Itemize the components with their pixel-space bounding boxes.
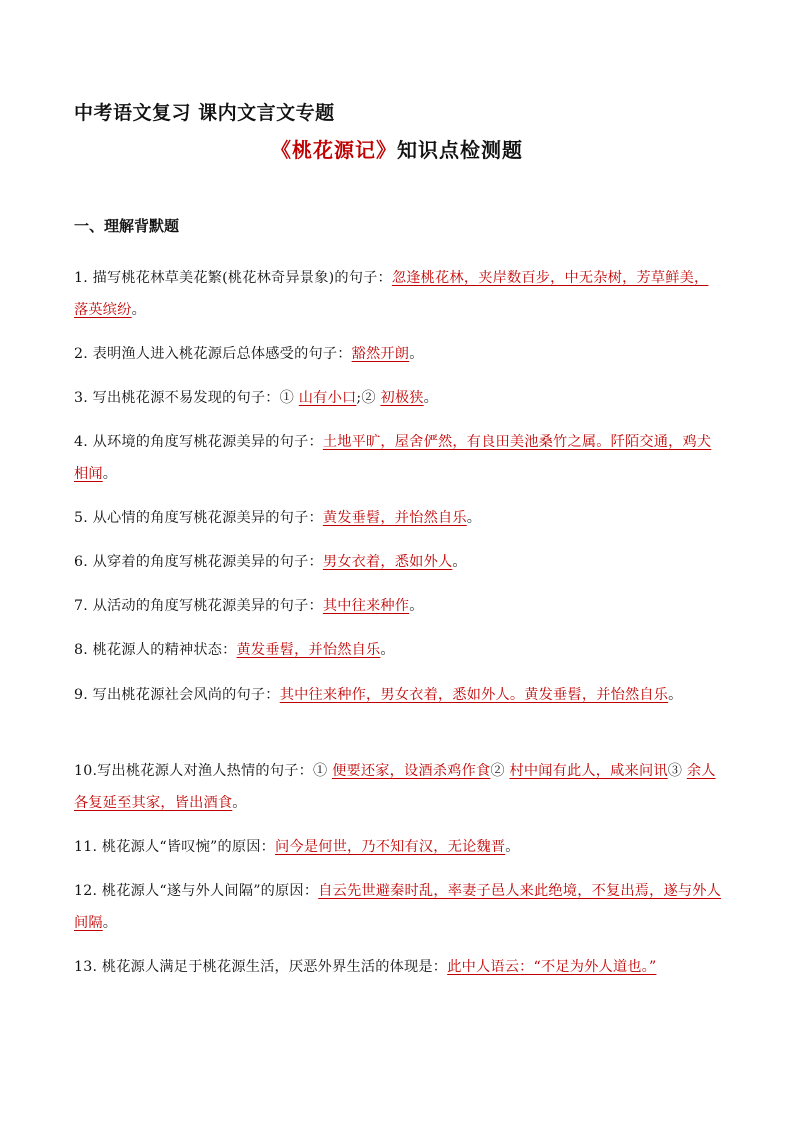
answer: 男女衣着，悉如外人 <box>322 554 453 570</box>
question-prompt: 6. 从穿着的角度写桃花源美异的句子： <box>74 554 323 570</box>
answer: 黄发垂髫，并怡然自乐 <box>322 510 467 526</box>
question-4: 4. 从环境的角度写桃花源美异的句子：土地平旷，屋舍俨然，有良田美池桑竹之属。阡陌交通，鸡犬相闻。 <box>74 434 712 482</box>
answer: 村中闻有此人，咸来问讯 <box>509 763 668 779</box>
document-title <box>0 134 794 163</box>
answer: 忽逢桃花林，夹岸数百步，中无杂树，芳草鲜美，落英缤纷 <box>74 270 709 318</box>
question-prompt: 1. 描写桃花林草美花繁(桃花林奇异景象)的句子： <box>74 270 392 286</box>
question-prompt: 4. 从环境的角度写桃花源美异的句子： <box>74 434 323 450</box>
answer: 山有小口 <box>298 390 357 406</box>
question-prompt: 13. 桃花源人满足于桃花源生活，厌恶外界生活的体现是： <box>74 959 448 975</box>
question-8: 8. 桃花源人的精神状态：黄发垂髫，并怡然自乐。 <box>74 642 395 658</box>
answer: 黄发垂髫，并怡然自乐 <box>236 642 381 658</box>
question-1: 1. 描写桃花林草美花繁(桃花林奇异景象)的句子：忽逢桃花林，夹岸数百步，中无杂树，芳草鲜美，落英缤纷。 <box>74 270 709 318</box>
answer: 其中往来种作，男女衣着，悉如外人。黄发垂髫，并怡然自乐 <box>279 687 669 703</box>
document-heading: 中考语文复习 课内文言文专题 <box>74 102 335 124</box>
answer: 问今是何世，乃不知有汉，无论魏晋 <box>275 839 506 855</box>
question-13 <box>74 951 722 983</box>
question-2: 2. 表明渔人进入桃花源后总体感受的句子：豁然开朗。 <box>74 346 424 362</box>
answer: 其中往来种作 <box>322 598 410 614</box>
question-5: 5. 从心情的角度写桃花源美异的句子：黄发垂髫，并怡然自乐。 <box>74 510 482 526</box>
question-6: 6. 从穿着的角度写桃花源美异的句子：男女衣着，悉如外人。 <box>74 554 467 570</box>
answer: 初极狭 <box>380 390 424 406</box>
question-prompt: 3. 写出桃花源不易发现的句子：① <box>74 390 299 406</box>
title-subtitle: 知识点检测题 <box>397 138 523 162</box>
question-prompt: 7. 从活动的角度写桃花源美异的句子： <box>74 598 323 614</box>
answer: 余人各复延至其家，皆出酒食 <box>74 763 716 811</box>
answer: 便要还家，设酒杀鸡作食 <box>332 763 491 779</box>
question-9: 9. 写出桃花源社会风尚的句子：其中往来种作，男女衣着，悉如外人。黄发垂髫，并怡然自乐。 <box>74 687 683 703</box>
answer: 此中人语云：“不足为外人道也。” <box>447 959 657 975</box>
question-7: 7. 从活动的角度写桃花源美异的句子：其中往来种作。 <box>74 598 424 614</box>
answer: 豁然开朗 <box>351 346 410 362</box>
question-prompt: 8. 桃花源人的精神状态： <box>74 642 237 658</box>
title-book-name: 《桃花源记》 <box>271 138 397 162</box>
question-prompt: 2. 表明渔人进入桃花源后总体感受的句子： <box>74 346 352 362</box>
question-3: 3. 写出桃花源不易发现的句子：① 山有小口;② 初极狭。 <box>74 390 438 406</box>
question-prompt: 11. 桃花源人“皆叹惋”的原因： <box>74 839 276 855</box>
question-10: 10.写出桃花源人对渔人热情的句子：① 便要还家，设酒杀鸡作食② 村中闻有此人，咸来问讯③ 余人各复延至其家，皆出酒食。 <box>74 763 716 811</box>
question-11: 11. 桃花源人“皆叹惋”的原因：问今是何世，乃不知有汉，无论魏晋。 <box>74 839 520 855</box>
question-prompt: 5. 从心情的角度写桃花源美异的句子： <box>74 510 323 526</box>
section-title: 一、理解背默题 <box>74 217 180 235</box>
question-12: 12. 桃花源人“遂与外人间隔”的原因：自云先世避秦时乱，率妻子邑人来此绝境，不复出焉，遂与外人间隔。 <box>74 883 722 931</box>
question-prompt: 9. 写出桃花源社会风尚的句子： <box>74 687 280 703</box>
answer: 自云先世避秦时乱，率妻子邑人来此绝境，不复出焉，遂与外人间隔 <box>74 883 722 931</box>
question-prompt: 12. 桃花源人“遂与外人间隔”的原因： <box>74 883 319 899</box>
question-prompt: 10.写出桃花源人对渔人热情的句子：① <box>74 763 333 779</box>
answer: 土地平旷，屋舍俨然，有良田美池桑竹之属。阡陌交通，鸡犬相闻 <box>74 434 712 482</box>
